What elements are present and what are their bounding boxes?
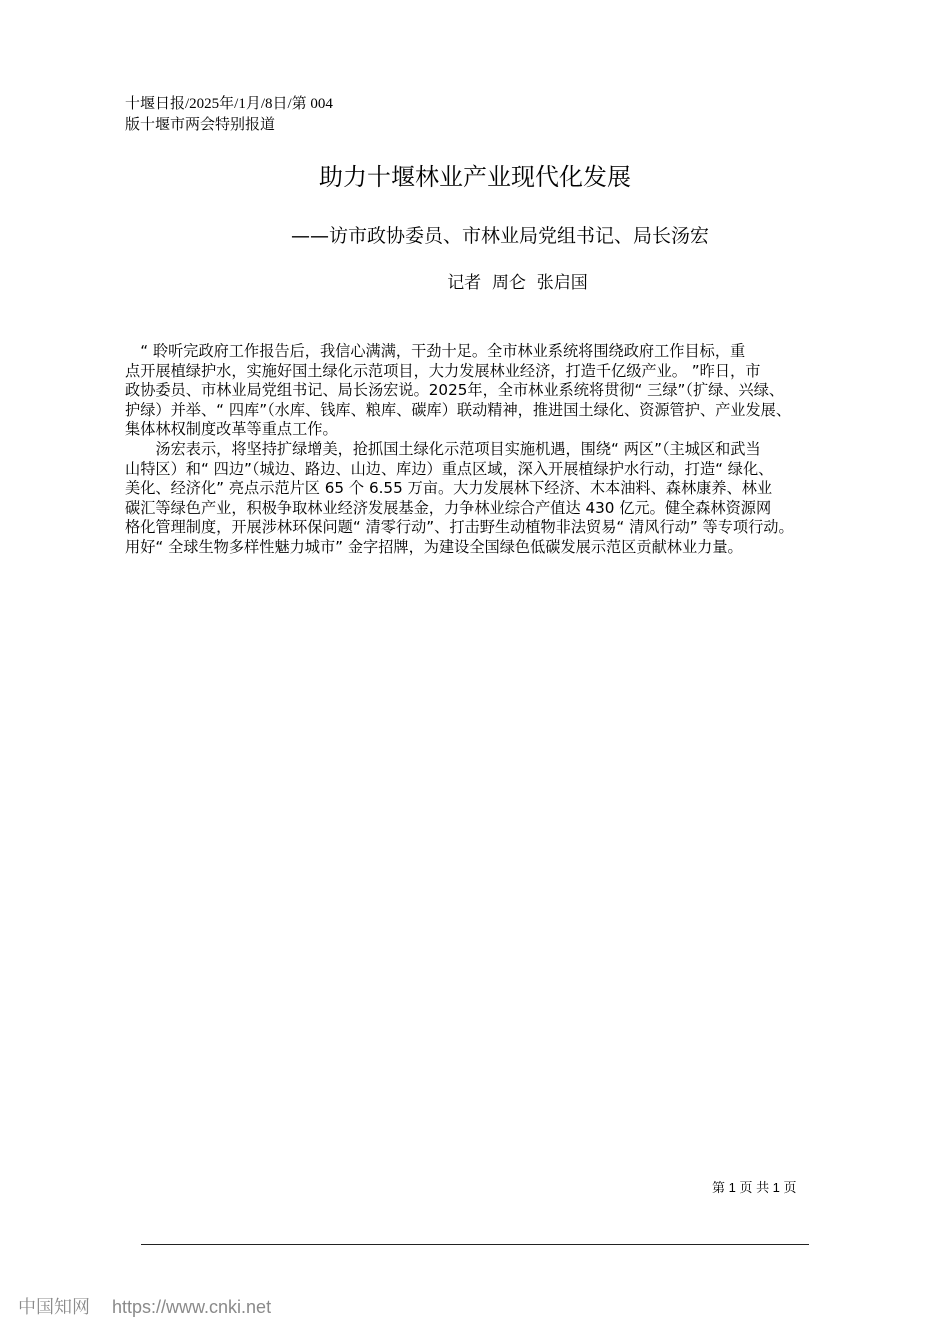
- watermark-brand: 中国知网: [18, 1297, 90, 1317]
- source-line-2: 版十堰市两会特别报道: [125, 117, 276, 133]
- body-line: 山特区）和“ 四边”（城边、路边、山边、库边）重点区域，深入开展植绿护水行动，打造“ 绿化、: [125, 459, 774, 478]
- body-line: 集体林权制度改革等重点工作。: [125, 420, 338, 439]
- article-title: 助力十堰林业产业现代化发展: [319, 163, 631, 191]
- body-line: 碳汇等绿色产业，积极争取林业经济发展基金，力争林业综合产值达 430 亿元。健全森林资源网: [125, 498, 772, 517]
- body-line: 政协委员、市林业局党组书记、局长汤宏说。2025年，全市林业系统将贯彻“ 三绿”（扩绿、兴绿、: [125, 381, 785, 400]
- body-line: 美化、经济化” 亮点示范片区 65 个 6.55 万亩。大力发展林下经济、木本油料、森林康养、林业: [125, 479, 773, 498]
- page-indicator: 第 1 页 共 1 页: [712, 1180, 797, 1195]
- body-line: 点开展植绿护水，实施好国土绿化示范项目，大力发展林业经济，打造千亿级产业。 ”昨日，市: [125, 361, 761, 380]
- article-subtitle: ——访市政协委员、市林业局党组书记、局长汤宏: [290, 225, 709, 247]
- footer-divider: [141, 1244, 809, 1245]
- byline: 记者 周仑 张启国: [447, 273, 588, 293]
- source-info: [125, 94, 333, 136]
- body-line: 汤宏表示，将坚持扩绿增美，抢抓国土绿化示范项目实施机遇，围绕“ 两区”（主城区和武当: [125, 439, 761, 458]
- body-line: 护绿）并举、“ 四库”（水库、钱库、粮库、碳库）联动精神，推进国土绿化、资源管护、产业发展、: [125, 400, 792, 419]
- body-line: 用好“ 全球生物多样性魅力城市” 金字招牌，为建设全国绿色低碳发展示范区贡献林业力量。: [125, 537, 743, 556]
- article-body: [125, 342, 845, 558]
- cnki-watermark: [18, 1293, 293, 1319]
- body-line: “ 聆听完政府工作报告后，我信心满满，干劲十足。全市林业系统将围绕政府工作目标，重: [125, 342, 746, 360]
- source-line-1: 十堰日报/2025年/1月/8日/第 004: [125, 96, 333, 112]
- watermark-url: https://www.cnki.net: [112, 1297, 272, 1317]
- body-line: 格化管理制度，开展涉林环保问题“ 清零行动”、打击野生动植物非法贸易“ 清风行动” 等专项行动。: [125, 518, 794, 537]
